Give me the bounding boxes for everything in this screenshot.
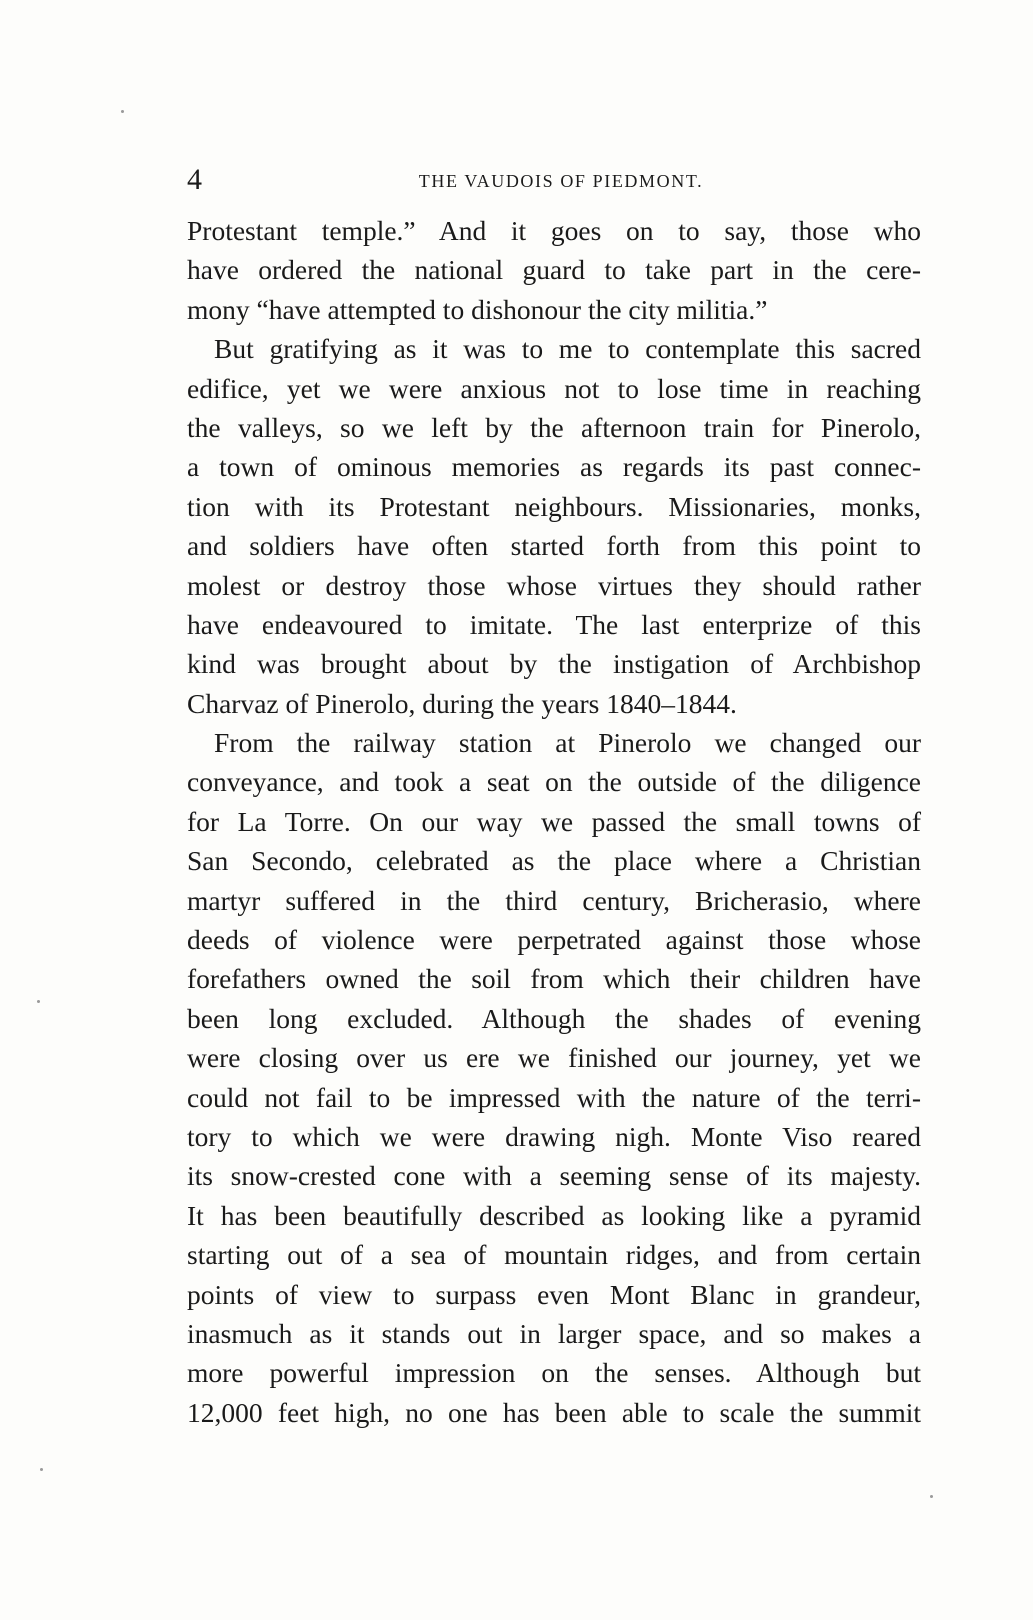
scan-speck: [930, 1495, 933, 1498]
text-line: and soldiers have often started forth from this point to: [187, 530, 921, 562]
text-line: were closing over us ere we finished our journey, yet we: [187, 1042, 921, 1074]
text-line: for La Torre. On our way we passed the small towns of: [187, 805, 921, 837]
text-line: points of view to surpass even Mont Blanc in grandeur,: [187, 1278, 921, 1310]
text-line: conveyance, and took a seat on the outside of the diligence: [187, 766, 921, 798]
text-line: Protestant temple.” And it goes on to say, those who: [187, 215, 921, 246]
text-line: But gratifying as it was to me to contemplate this sacred: [214, 333, 921, 365]
text-line: have ordered the national guard to take part in the cere-: [187, 254, 921, 286]
text-line: tory to which we were drawing nigh. Monte Viso reared: [187, 1120, 921, 1152]
text-line: It has been beautifully described as looking like a pyramid: [187, 1199, 921, 1231]
text-line: deeds of violence were perpetrated against those whose: [187, 924, 921, 956]
text-line: been long excluded. Although the shades of evening: [187, 1002, 921, 1034]
text-line: Charvaz of Pinerolo, during the years 1840–1844.: [187, 687, 737, 719]
text-line: starting out of a sea of mountain ridges, and from certain: [187, 1239, 921, 1271]
paragraph-3: [187, 723, 921, 1432]
text-line: tion with its Protestant neighbours. Missionaries, monks,: [187, 490, 921, 522]
page-number: 4: [187, 163, 202, 196]
paragraph-1: [187, 211, 921, 329]
text-line: 12,000 feet high, no one has been able to scale the summit: [187, 1396, 921, 1428]
text-line: martyr suffered in the third century, Bricherasio, where: [187, 884, 921, 916]
text-line: San Secondo, celebrated as the place where a Christian: [187, 845, 921, 877]
text-line: have endeavoured to imitate. The last enterprize of this: [187, 608, 921, 640]
text-line: the valleys, so we left by the afternoon train for Pinerolo,: [187, 411, 921, 443]
text-line: forefathers owned the soil from which their children have: [187, 963, 921, 995]
text-line: mony “have attempted to dishonour the city militia.”: [187, 293, 768, 325]
text-line: kind was brought about by the instigation of Archbishop: [187, 648, 921, 680]
running-head: [187, 160, 927, 200]
text-line: its snow-crested cone with a seeming sense of its majesty.: [187, 1160, 921, 1192]
text-line: From the railway station at Pinerolo we changed our: [214, 727, 921, 759]
scan-speck: [121, 110, 124, 113]
text-line: edifice, yet we were anxious not to lose time in reaching: [187, 372, 921, 404]
running-head-title: THE VAUDOIS OF PIEDMONT.: [418, 171, 704, 191]
paragraph-2: [187, 329, 921, 723]
text-line: a town of ominous memories as regards its past connec-: [187, 451, 921, 483]
text-line: molest or destroy those whose virtues they should rather: [187, 569, 921, 601]
text-line: could not fail to be impressed with the nature of the terri-: [187, 1081, 921, 1113]
scan-speck: [37, 1000, 40, 1003]
text-line: inasmuch as it stands out in larger space, and so makes a: [187, 1317, 921, 1349]
scan-speck: [40, 1468, 43, 1471]
body-text: [187, 211, 921, 1432]
text-line: more powerful impression on the senses. Although but: [187, 1357, 921, 1389]
